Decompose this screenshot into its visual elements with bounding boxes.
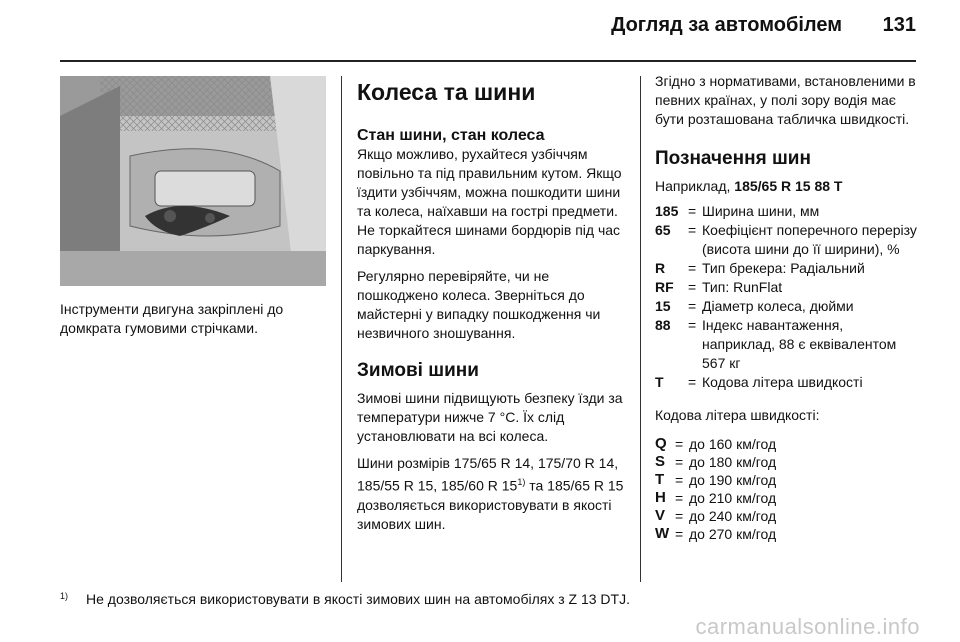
page-header-title: Догляд за автомобілем <box>611 14 842 36</box>
equals-sign: = <box>688 222 697 238</box>
footnote-text: Не дозволяється використовувати в якості зимових шин на автомобілях з Z 13 DTJ. <box>86 591 630 607</box>
example-value: 185/65 R 15 88 T <box>734 178 843 194</box>
equals-sign: = <box>675 526 684 542</box>
tire-condition-heading: Стан шини, стан колеса <box>357 127 545 144</box>
designation-value: Кодова літера швидкості <box>702 374 863 390</box>
equals-sign: = <box>688 203 697 219</box>
equals-sign: = <box>688 279 697 295</box>
equals-sign: = <box>675 508 684 524</box>
speed-key: W <box>655 525 670 542</box>
designation-key: R <box>655 260 666 276</box>
speed-key: V <box>655 507 666 524</box>
speed-key: Q <box>655 435 667 452</box>
designation-value: Тип брекера: Радіальний <box>702 260 865 276</box>
equals-sign: = <box>688 260 697 276</box>
engine-tools-photo <box>60 76 326 286</box>
winter-sizes-text-end: та 185/65 R 15 дозволяється використовувати в якості зимових шин. <box>357 477 624 532</box>
winter-tires-heading: Зимові шини <box>357 360 479 381</box>
speed-key: T <box>655 471 665 488</box>
middle-column <box>357 76 627 534</box>
page-number: 131 <box>882 14 916 36</box>
speed-sticker-paragraph: Згідно з нормативами, встановленими в певних країнах, у полі зору водія має бути розташована табличка швидкості. <box>655 73 916 127</box>
speed-value: до 160 км/год <box>689 436 777 452</box>
designation-key: 15 <box>655 298 671 314</box>
designation-value: Індекс навантаження, наприклад, 88 є еквівалентом 567 кг <box>702 317 897 371</box>
tire-condition-paragraph-1: Якщо можливо, рухайтеся узбіччям повільно та під правильним кутом. Якщо їздити узбіччям, можна пошкодити шини та колеса, наїхавши на гострі предмети. Не торкайтеся шинами бордюрів під час паркування. <box>357 146 622 257</box>
designation-value: Тип: RunFlat <box>702 279 783 295</box>
equals-sign: = <box>675 454 684 470</box>
winter-sizes-text: Шини розмірів 175/65 R 14, 175/70 R 14, 185/55 R 15, 185/60 R 15 <box>357 455 619 494</box>
tire-condition-paragraph-2: Регулярно перевіряйте, чи не пошкоджено колеса. Зверніться до майстерні у випадку пошкодження чи незвичного зношування. <box>357 268 601 341</box>
right-column <box>655 73 920 543</box>
speed-key: H <box>655 489 666 506</box>
tire-designation-heading: Позначення шин <box>655 148 811 169</box>
speed-value: до 240 км/год <box>689 508 777 524</box>
speed-code-label: Кодова літера швидкості: <box>655 407 820 423</box>
designation-key: T <box>655 374 664 390</box>
designation-list <box>655 202 920 392</box>
speed-value: до 270 км/год <box>689 526 777 542</box>
header-divider <box>60 60 916 62</box>
watermark: carmanualsonline.info <box>695 614 920 639</box>
equals-sign: = <box>688 374 697 390</box>
left-column <box>60 76 326 338</box>
designation-value: Коефіцієнт поперечного перерізу (висота шини до її ширини), % <box>702 222 917 257</box>
designation-value: Діаметр колеса, дюйми <box>702 298 854 314</box>
speed-key: S <box>655 453 666 470</box>
winter-tires-paragraph-1: Зимові шини підвищують безпеку їзди за температури нижче 7 °C. Їх слід установлювати на всі колеса. <box>357 390 623 444</box>
equals-sign: = <box>688 317 697 333</box>
designation-key: 88 <box>655 317 671 333</box>
speed-value: до 180 км/год <box>689 454 777 470</box>
column-divider <box>341 76 342 582</box>
designation-key: 65 <box>655 222 671 238</box>
footnote-marker: 1) <box>60 591 69 601</box>
column-divider <box>640 76 641 582</box>
example-line <box>655 177 920 196</box>
winter-tires-paragraph-2 <box>357 454 627 534</box>
designation-value: Ширина шини, мм <box>702 203 820 219</box>
equals-sign: = <box>675 472 684 488</box>
equals-sign: = <box>675 490 684 506</box>
section-title: Колеса та шини <box>357 79 536 105</box>
example-label: Наприклад, <box>655 178 735 194</box>
photo-caption: Інструменти двигуна закріплені до домкрата гумовими стрічками. <box>60 301 284 336</box>
equals-sign: = <box>675 436 684 452</box>
trunk-photo-illustration <box>60 76 326 286</box>
speed-code-list <box>655 435 920 543</box>
speed-value: до 190 км/год <box>689 472 777 488</box>
footnote-reference: 1) <box>517 477 526 487</box>
speed-value: до 210 км/год <box>689 490 777 506</box>
equals-sign: = <box>688 298 697 314</box>
designation-key: RF <box>655 279 674 295</box>
designation-key: 185 <box>655 203 679 219</box>
